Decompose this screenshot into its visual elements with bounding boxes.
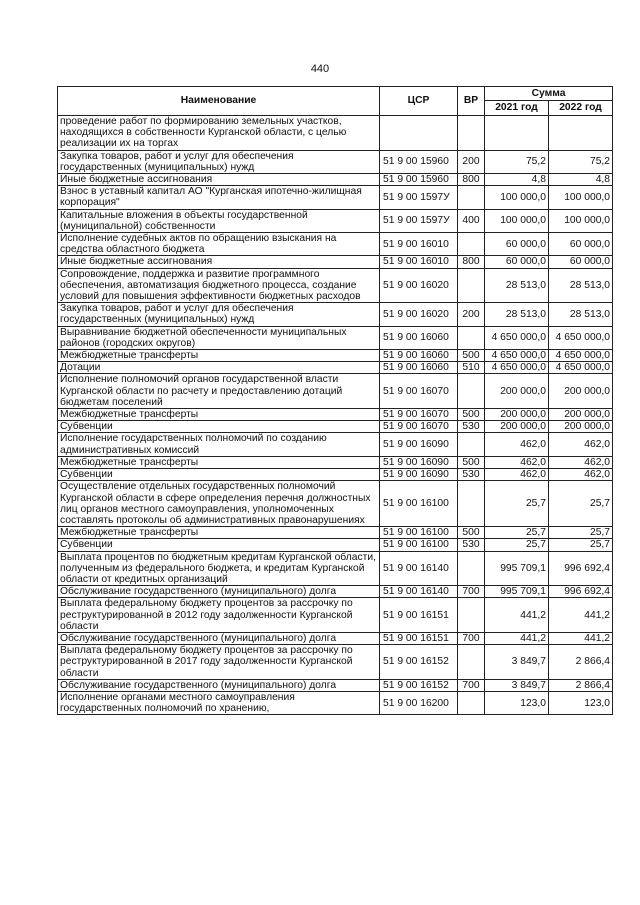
row-csr-cell: 51 9 00 16100: [380, 527, 458, 539]
row-sum-2022-cell: 200 000,0: [549, 409, 613, 421]
row-sum-2021-cell: 462,0: [485, 433, 549, 456]
row-name-cell: Исполнение судебных актов по обращению взыскания на средства областного бюджета: [58, 233, 380, 256]
row-csr-cell: 51 9 00 16140: [380, 551, 458, 586]
row-name-cell: Закупка товаров, работ и услуг для обеспечения государственных (муниципальных) нужд: [58, 150, 380, 173]
row-sum-2021-cell: 441,2: [485, 632, 549, 644]
row-name-cell: Субвенции: [58, 539, 380, 551]
table-row: [58, 598, 613, 633]
row-csr-cell: 51 9 00 16090: [380, 433, 458, 456]
row-sum-2021-cell: 462,0: [485, 456, 549, 468]
row-sum-2021-cell: 28 513,0: [485, 303, 549, 326]
row-name-cell: Межбюджетные трансферты: [58, 350, 380, 362]
row-name-cell: Выплата федеральному бюджету процентов за рассрочку по реструктурированной в 2017 году задолженности Курганской области: [58, 645, 380, 680]
row-vr-cell: [458, 326, 485, 349]
row-sum-2022-cell: 200 000,0: [549, 374, 613, 409]
row-name-cell: Исполнение государственных полномочий по созданию административных комиссий: [58, 433, 380, 456]
row-vr-cell: 500: [458, 409, 485, 421]
row-sum-2022-cell: 28 513,0: [549, 268, 613, 303]
row-csr-cell: 51 9 00 16151: [380, 598, 458, 633]
row-sum-2022-cell: 996 692,4: [549, 551, 613, 586]
row-name-cell: Осуществление отдельных государственных полномочий Курганской области в сфере определения перечня должностных лиц органов местного самоуправления, уполномоченных составлять протоколы об административных правонарушениях: [58, 481, 380, 527]
row-sum-2021-cell: 200 000,0: [485, 421, 549, 433]
row-csr-cell: 51 9 00 16060: [380, 362, 458, 374]
row-name-cell: Выплата процентов по бюджетным кредитам Курганской области, полученным из федерального бюджета, и кредитам Курганской области от кредитных организаций: [58, 551, 380, 586]
row-sum-2021-cell: 4,8: [485, 174, 549, 186]
page-number: 440: [310, 63, 330, 75]
row-csr-cell: 51 9 00 16020: [380, 303, 458, 326]
table-row: [58, 527, 613, 539]
row-vr-cell: [458, 433, 485, 456]
row-sum-2022-cell: 25,7: [549, 527, 613, 539]
row-name-cell: Субвенции: [58, 469, 380, 481]
row-sum-2022-cell: 462,0: [549, 433, 613, 456]
row-vr-cell: 500: [458, 456, 485, 468]
header-year-2021: 2021 год: [485, 101, 549, 116]
row-csr-cell: 51 9 00 16151: [380, 632, 458, 644]
row-csr-cell: 51 9 00 16070: [380, 421, 458, 433]
row-csr-cell: 51 9 00 16090: [380, 456, 458, 468]
table-body: [58, 116, 613, 715]
row-vr-cell: [458, 233, 485, 256]
table-row: [58, 632, 613, 644]
row-sum-2021-cell: 3 849,7: [485, 679, 549, 691]
row-sum-2021-cell: 441,2: [485, 598, 549, 633]
row-name-cell: Выплата федеральному бюджету процентов за рассрочку по реструктурированной в 2012 году задолженности Курганской области: [58, 598, 380, 633]
table-row: [58, 409, 613, 421]
row-name-cell: Межбюджетные трансферты: [58, 456, 380, 468]
row-sum-2021-cell: 4 650 000,0: [485, 362, 549, 374]
row-csr-cell: 51 9 00 16100: [380, 539, 458, 551]
row-csr-cell: 51 9 00 1597У: [380, 209, 458, 232]
row-sum-2022-cell: 462,0: [549, 469, 613, 481]
row-sum-2022-cell: 2 866,4: [549, 645, 613, 680]
row-sum-2021-cell: 200 000,0: [485, 374, 549, 409]
row-csr-cell: 51 9 00 16060: [380, 350, 458, 362]
row-vr-cell: 200: [458, 303, 485, 326]
row-name-cell: Межбюджетные трансферты: [58, 527, 380, 539]
row-name-cell: Иные бюджетные ассигнования: [58, 174, 380, 186]
row-vr-cell: 530: [458, 539, 485, 551]
row-sum-2022-cell: 100 000,0: [549, 209, 613, 232]
row-sum-2021-cell: 995 709,1: [485, 551, 549, 586]
table-row: [58, 691, 613, 714]
row-sum-2021-cell: 28 513,0: [485, 268, 549, 303]
row-sum-2021-cell: 4 650 000,0: [485, 350, 549, 362]
row-name-cell: Закупка товаров, работ и услуг для обеспечения государственных (муниципальных) нужд: [58, 303, 380, 326]
row-name-cell: проведение работ по формированию земельных участков, находящихся в собственности Курганской области, с целью реализации их на торгах: [58, 116, 380, 151]
row-sum-2021-cell: [485, 116, 549, 151]
table-row: [58, 586, 613, 598]
row-sum-2021-cell: 25,7: [485, 527, 549, 539]
row-vr-cell: 200: [458, 150, 485, 173]
row-csr-cell: 51 9 00 16070: [380, 374, 458, 409]
row-sum-2022-cell: 25,7: [549, 539, 613, 551]
table-row: [58, 233, 613, 256]
row-vr-cell: [458, 374, 485, 409]
table-row: [58, 186, 613, 209]
row-vr-cell: 500: [458, 350, 485, 362]
row-sum-2022-cell: 462,0: [549, 456, 613, 468]
header-name: Наименование: [58, 87, 380, 116]
row-csr-cell: 51 9 00 16140: [380, 586, 458, 598]
row-sum-2022-cell: 60 000,0: [549, 256, 613, 268]
row-vr-cell: 700: [458, 586, 485, 598]
row-csr-cell: 51 9 00 16010: [380, 256, 458, 268]
row-sum-2022-cell: 60 000,0: [549, 233, 613, 256]
row-csr-cell: 51 9 00 16152: [380, 679, 458, 691]
row-name-cell: Сопровождение, поддержка и развитие программного обеспечения, автоматизация бюджетного процесса, создание условий для повышения эффективности бюджетных расходов: [58, 268, 380, 303]
header-vr: ВР: [458, 87, 485, 116]
row-csr-cell: 51 9 00 16020: [380, 268, 458, 303]
row-name-cell: Межбюджетные трансферты: [58, 409, 380, 421]
row-csr-cell: [380, 116, 458, 151]
row-sum-2021-cell: 60 000,0: [485, 256, 549, 268]
row-vr-cell: [458, 116, 485, 151]
table-row: [58, 150, 613, 173]
row-sum-2022-cell: 4 650 000,0: [549, 326, 613, 349]
table-row: [58, 374, 613, 409]
table-row: [58, 303, 613, 326]
row-csr-cell: 51 9 00 1597У: [380, 186, 458, 209]
table-row: [58, 679, 613, 691]
table-row: [58, 268, 613, 303]
row-vr-cell: [458, 551, 485, 586]
header-year-2022: 2022 год: [549, 101, 613, 116]
table-row: [58, 481, 613, 527]
row-csr-cell: 51 9 00 16200: [380, 691, 458, 714]
row-name-cell: Исполнение полномочий органов государственной власти Курганской области по расчету и предоставлению дотаций бюджетам поселений: [58, 374, 380, 409]
row-sum-2021-cell: 25,7: [485, 481, 549, 527]
table-row: [58, 456, 613, 468]
budget-table: [57, 86, 613, 715]
row-vr-cell: 700: [458, 679, 485, 691]
row-vr-cell: 700: [458, 632, 485, 644]
row-name-cell: Выравнивание бюджетной обеспеченности муниципальных районов (городских округов): [58, 326, 380, 349]
table-row: [58, 645, 613, 680]
row-name-cell: Капитальные вложения в объекты государственной (муниципальной) собственности: [58, 209, 380, 232]
row-sum-2022-cell: 200 000,0: [549, 421, 613, 433]
row-sum-2022-cell: 441,2: [549, 598, 613, 633]
row-csr-cell: 51 9 00 16070: [380, 409, 458, 421]
row-sum-2021-cell: 123,0: [485, 691, 549, 714]
row-sum-2021-cell: 100 000,0: [485, 186, 549, 209]
table-row: [58, 551, 613, 586]
table-row: [58, 469, 613, 481]
row-sum-2021-cell: 60 000,0: [485, 233, 549, 256]
table-header: [58, 87, 613, 116]
table-row: [58, 326, 613, 349]
row-vr-cell: [458, 186, 485, 209]
row-vr-cell: 510: [458, 362, 485, 374]
row-sum-2021-cell: 3 849,7: [485, 645, 549, 680]
table-row: [58, 362, 613, 374]
row-vr-cell: [458, 691, 485, 714]
table-row: [58, 421, 613, 433]
row-sum-2022-cell: 123,0: [549, 691, 613, 714]
row-name-cell: Обслуживание государственного (муниципального) долга: [58, 586, 380, 598]
row-sum-2022-cell: 4,8: [549, 174, 613, 186]
table-row: [58, 174, 613, 186]
row-csr-cell: 51 9 00 16152: [380, 645, 458, 680]
row-vr-cell: [458, 481, 485, 527]
row-vr-cell: 530: [458, 421, 485, 433]
row-sum-2021-cell: 995 709,1: [485, 586, 549, 598]
row-vr-cell: 800: [458, 256, 485, 268]
row-sum-2022-cell: 996 692,4: [549, 586, 613, 598]
row-sum-2021-cell: 4 650 000,0: [485, 326, 549, 349]
row-csr-cell: 51 9 00 15960: [380, 150, 458, 173]
row-sum-2022-cell: 100 000,0: [549, 186, 613, 209]
header-sum: Сумма: [485, 87, 613, 101]
table-row: [58, 433, 613, 456]
row-sum-2022-cell: 25,7: [549, 481, 613, 527]
row-vr-cell: 800: [458, 174, 485, 186]
row-csr-cell: 51 9 00 16090: [380, 469, 458, 481]
row-name-cell: Взнос в уставный капитал АО "Курганская ипотечно-жилищная корпорация": [58, 186, 380, 209]
row-vr-cell: [458, 645, 485, 680]
table-row: [58, 209, 613, 232]
row-vr-cell: 530: [458, 469, 485, 481]
row-sum-2022-cell: 441,2: [549, 632, 613, 644]
row-sum-2022-cell: 4 650 000,0: [549, 350, 613, 362]
table-row: [58, 350, 613, 362]
row-csr-cell: 51 9 00 16010: [380, 233, 458, 256]
table-row: [58, 256, 613, 268]
header-csr: ЦСР: [380, 87, 458, 116]
row-sum-2022-cell: 4 650 000,0: [549, 362, 613, 374]
row-name-cell: Иные бюджетные ассигнования: [58, 256, 380, 268]
table-row: [58, 116, 613, 151]
row-vr-cell: 500: [458, 527, 485, 539]
row-sum-2021-cell: 462,0: [485, 469, 549, 481]
row-name-cell: Обслуживание государственного (муниципального) долга: [58, 632, 380, 644]
row-name-cell: Обслуживание государственного (муниципального) долга: [58, 679, 380, 691]
row-name-cell: Исполнение органами местного самоуправления государственных полномочий по хранению,: [58, 691, 380, 714]
row-csr-cell: 51 9 00 16060: [380, 326, 458, 349]
row-sum-2022-cell: 28 513,0: [549, 303, 613, 326]
row-vr-cell: 400: [458, 209, 485, 232]
row-sum-2022-cell: 2 866,4: [549, 679, 613, 691]
row-vr-cell: [458, 268, 485, 303]
row-sum-2021-cell: 100 000,0: [485, 209, 549, 232]
table-row: [58, 539, 613, 551]
row-csr-cell: 51 9 00 16100: [380, 481, 458, 527]
row-sum-2022-cell: 75,2: [549, 150, 613, 173]
row-sum-2021-cell: 200 000,0: [485, 409, 549, 421]
row-sum-2022-cell: [549, 116, 613, 151]
row-name-cell: Субвенции: [58, 421, 380, 433]
row-csr-cell: 51 9 00 15960: [380, 174, 458, 186]
row-name-cell: Дотации: [58, 362, 380, 374]
row-sum-2021-cell: 25,7: [485, 539, 549, 551]
row-vr-cell: [458, 598, 485, 633]
row-sum-2021-cell: 75,2: [485, 150, 549, 173]
